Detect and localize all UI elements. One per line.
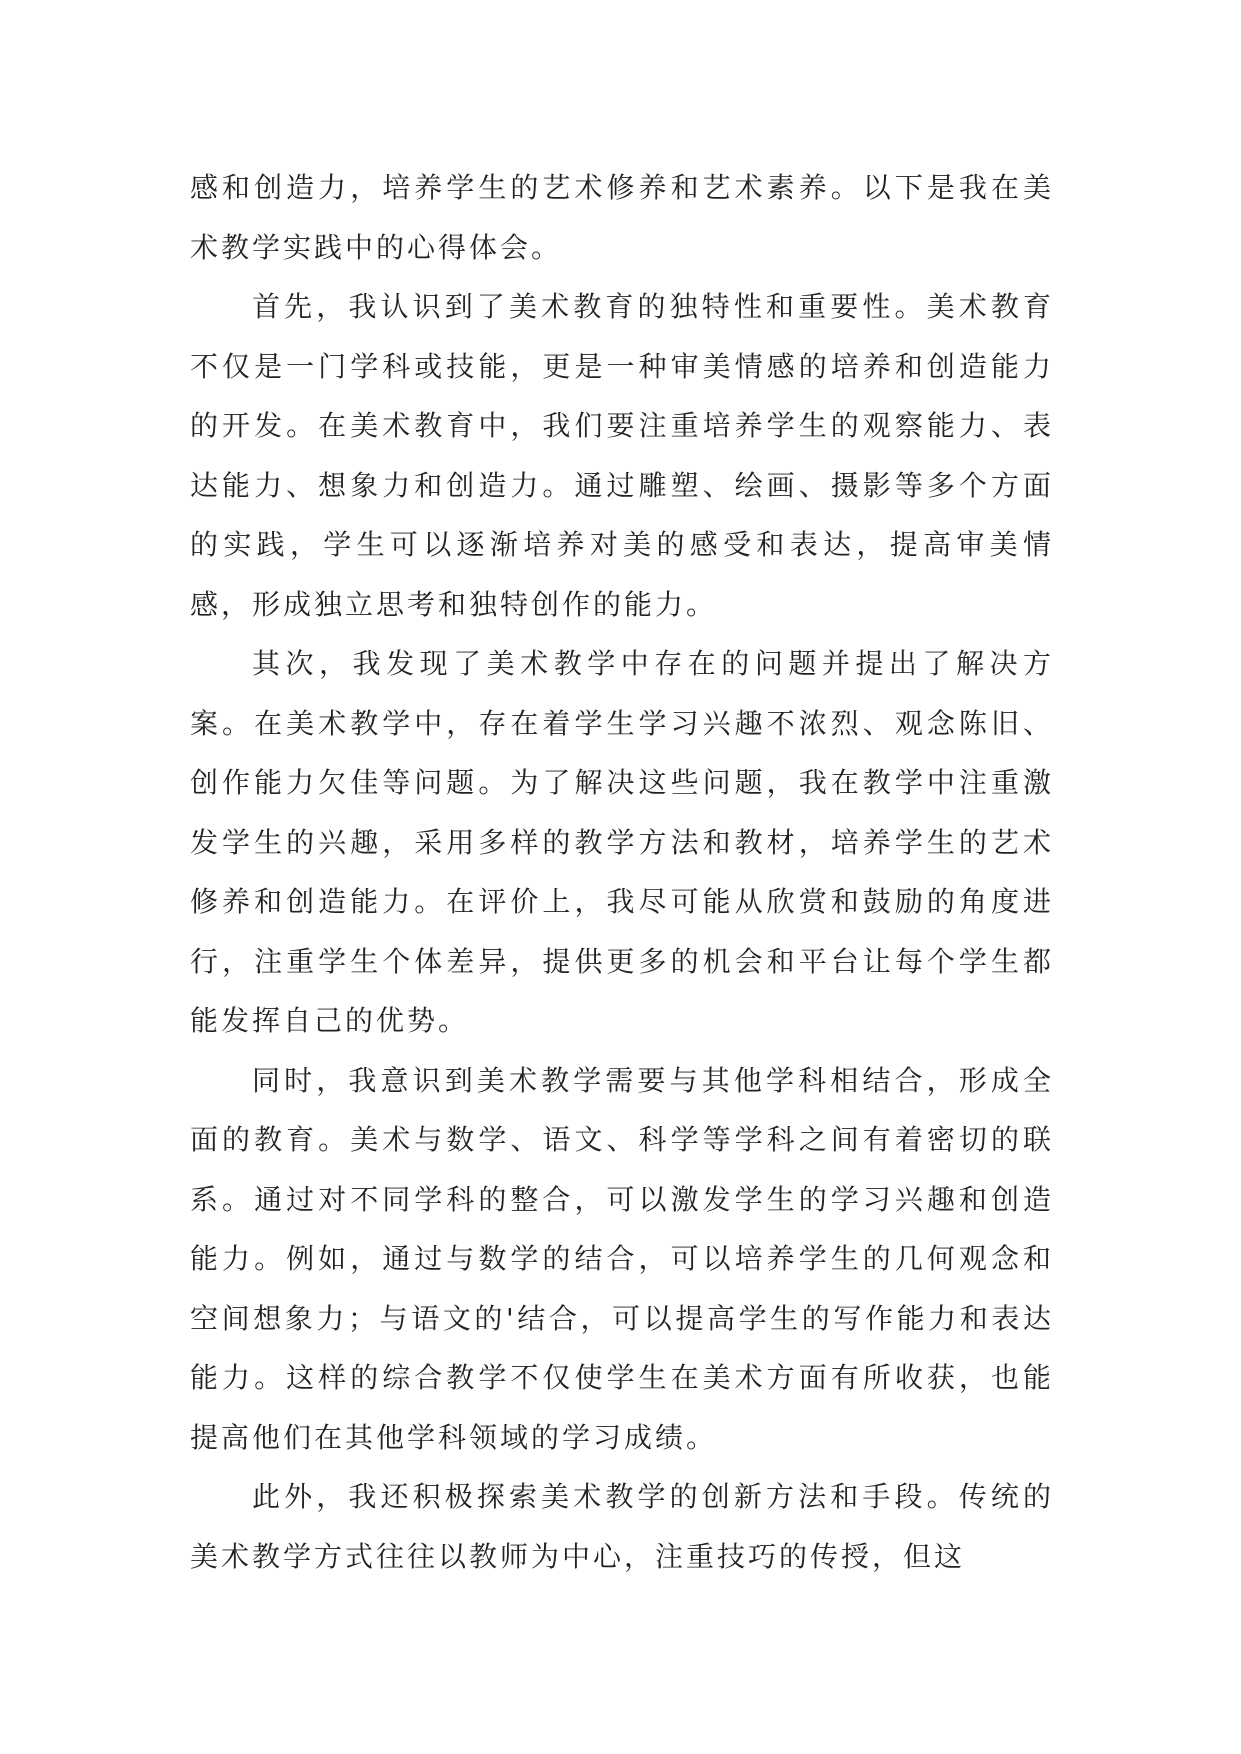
paragraph: 其次，我发现了美术教学中存在的问题并提出了解决方案。在美术教学中，存在着学生学习兴趣不浓烈、观念陈旧、创作能力欠佳等问题。为了解决这些问题，我在教学中注重激发学生的兴趣，采用多样的教学方法和教材，培养学生的艺术修养和创造能力。在评价上，我尽可能从欣赏和鼓励的角度进行，注重学生个体差异，提供更多的机会和平台让每个学生都能发挥自己的优势。 — [190, 647, 1054, 1037]
paragraph: 同时，我意识到美术教学需要与其他学科相结合，形成全面的教育。美术与数学、语文、科学等学科之间有着密切的联系。通过对不同学科的整合，可以激发学生的学习兴趣和创造能力。例如，通过与数学的结合，可以培养学生的几何观念和空间想象力；与语文的'结合，可以提高学生的写作能力和表达能力。这样的综合教学不仅使学生在美术方面有所收获，也能提高他们在其他学科领域的学习成绩。 — [190, 1063, 1054, 1454]
paragraph: 感和创造力，培养学生的艺术修养和艺术素养。以下是我在美术教学实践中的心得体会。 — [190, 171, 1054, 264]
document-body — [190, 158, 1054, 1586]
paragraph: 首先，我认识到了美术教育的独特性和重要性。美术教育不仅是一门学科或技能，更是一种审美情感的培养和创造能力的开发。在美术教育中，我们要注重培养学生的观察能力、表达能力、想象力和创造力。通过雕塑、绘画、摄影等多个方面的实践，学生可以逐渐培养对美的感受和表达，提高审美情感，形成独立思考和独特创作的能力。 — [190, 290, 1054, 621]
paragraph: 此外，我还积极探索美术教学的创新方法和手段。传统的美术教学方式往往以教师为中心，注重技巧的传授，但这 — [190, 1480, 1054, 1573]
